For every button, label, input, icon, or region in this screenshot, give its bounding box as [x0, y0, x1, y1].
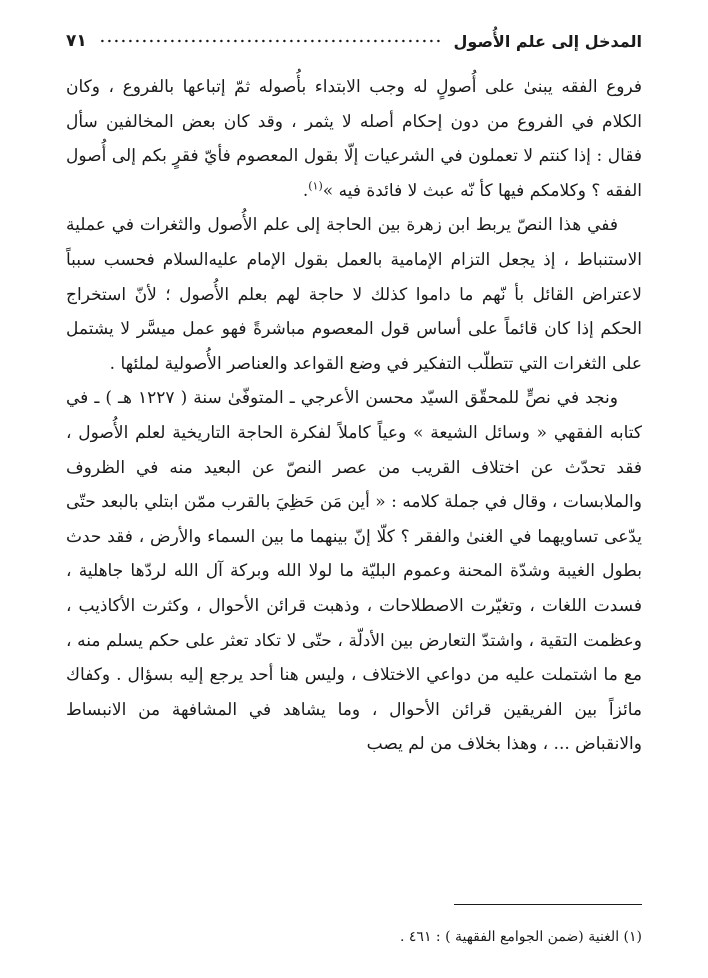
paragraph-1: فروع الفقه يبنىٰ على أُصولٍ له وجب الابتداء بأُصوله ثمّ إتباعها بالفروع ، وكان الكلام في الفروع من دون إحكام أصله لا يثمر ، وقد كان بعض المخالفين سأل فقال : إذا كنتم لا تعملون في الشرعيات إلّا بقول المعصوم فأيّ فقرٍ بكم إلى أُصول الفقه ؟ وكلامكم فيها كأ نّه عبث لا فائدة فيه »$^{(١)}$. [66, 77, 642, 201]
paragraph-2: ففي هذا النصّ يربط ابن زهرة بين الحاجة إلى علم الأُصول والثغرات في عملية الاستنباط ، إذ يجعل التزام الإمامية بالعمل بقول الإمام عليه‌السلام فحسب سبباً لاعتراض القائل بأ نّهم ما داموا كذلك لا حاجة لهم بعلم الأُصول ؛ لأنّ استخراج الحكم إذا كان قائماً على أساس قول المعصوم مباشرةً فهو عمل ميسَّر لا يشتمل على الثغرات التي تتطلّب التفكير في وضع القواعد والعناصر الأُصولية لملئها . [66, 215, 642, 374]
page-number: ٧١ [66, 31, 87, 51]
paragraph-1-text: فروع الفقه يبنىٰ على أُصولٍ له وجب الابتداء بأُصوله ثمّ إتباعها بالفروع ، وكان الكلام في الفروع من دون إحكام أصله لا يثمر ، وقد كان بعض المخالفين سأل فقال : إذا كنتم لا تعملون في الشرعيات إلّا بقول المعصوم فأيّ فقرٍ بكم إلى أُصول الفقه ؟ وكلامكم فيها كأ نّه عبث لا فائدة فيه » [66, 77, 642, 201]
header-title: المدخل إلى علم الأُصول [453, 31, 642, 51]
footnote-separator [454, 904, 642, 905]
dot-leader [97, 38, 444, 44]
body-text [66, 70, 642, 762]
footnote: (١) الغنية (ضمن الجوامع الفقهية ) : ٤٦١ . [400, 929, 642, 945]
footnote-reference: (١) [308, 179, 323, 193]
running-header [66, 28, 642, 54]
paragraph-3: ونجد في نصٍّ للمحقّق السيّد محسن الأعرجي ـ المتوفّىٰ سنة ( ١٢٢٧ هـ ) ـ في كتابه الفقهي « وسائل الشيعة » وعياً كاملاً لفكرة الحاجة التاريخية لعلم الأُصول ، فقد تحدّث عن اختلاف القريب من عصر النصّ عن البعيد منه في الظروف والملابسات ، وقال في جملة كلامه : « أين مَن حَظِيَ بالقرب ممّن ابتلي بالبعد حتّى يدّعى تساويهما في الغنىٰ والفقر ؟ كلّا إنّ بينهما ما بين السماء والأرض ، فقد حدث بطول الغيبة وشدّة المحنة وعموم البليّة ما لولا الله وبركة آل الله لردّها جاهلية ، فسدت اللغات ، وتغيّرت الاصطلاحات ، وذهبت قرائن الأحوال ، وكثرت الأكاذيب ، وعظمت التقية ، واشتدّ التعارض بين الأدلّة ، حتّى لا تكاد تعثر على حكم يسلم منه ، مع ما اشتملت عليه من دواعي الاختلاف ، وليس هنا أحد يرجع إليه بسؤال . وكفاك مائزاً بين الفريقين قرائن الأحوال ، وما يشاهد في المشافهة من الانبساط والانقباض ... ، وهذا بخلاف من لم يصب [66, 388, 642, 755]
